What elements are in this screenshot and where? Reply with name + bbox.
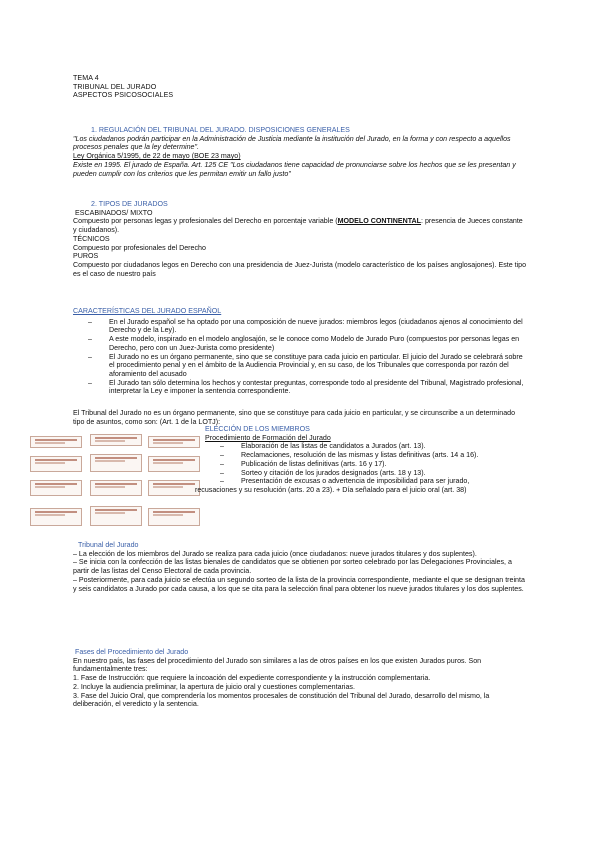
header-topic: TEMA 4	[73, 74, 99, 82]
tipo-tecnicos-desc: Compuesto por profesionales del Derecho	[73, 243, 206, 252]
section-tipos	[73, 200, 527, 278]
tribunal-line-3: – Posteriormente, para cada juicio se efectúa un segundo sorteo de la lista de la provincia correspondiente, mediante el que se designan treinta y seis candidatos a Jurado por cada causa, a los que se cita para la selección final para obtener los nueve jurados titulares y los dos suplentes.	[73, 575, 525, 593]
header-subtitle: ASPECTOS PSICOSOCIALES	[73, 91, 174, 100]
document-header	[73, 74, 527, 100]
tribunal-line-1: – La elección de los miembros del Jurado se realiza para cada juicio (once ciudadanos: nueve jurados titulares y dos suplentes).	[73, 549, 477, 558]
section-tipos-title: 2. TIPOS DE JURADOS	[91, 200, 168, 208]
list-item-text: El Jurado tan sólo determina los hechos y contestar preguntas, corresponde todo al presidente del Tribunal, Magistrado profesional, interpretar la Ley e imponer la sentencia correspondiente.	[109, 378, 524, 396]
eleccion-list	[205, 442, 527, 486]
list-item: – En el Jurado español se ha optado por una composición de nueve jurados: miembros legos (ciudadanos ajenos al conocimiento del Derecho y de la Ley).	[88, 317, 523, 335]
list-item: – Presentación de excusas o advertencia de imposibilidad para ser jurado,	[220, 477, 470, 486]
fases-intro: En nuestro país, las fases del procedimiento del Jurado son similares a las de otros países en los que existen Jurados puros. Son fundamentalmente tres:	[73, 656, 482, 674]
eleccion-subtitle: Procedimiento de Formación del Jurado	[205, 433, 331, 442]
eleccion-title: ELECCIÓN DE LOS MIEMBROS	[205, 425, 310, 433]
diagram-box	[30, 480, 82, 496]
list-item: – Sorteo y citación de los jurados designados (arts. 18 y 13).	[220, 468, 426, 477]
list-item-text: Sorteo y citación de los jurados designados (arts. 18 y 13).	[241, 468, 426, 477]
fases-title: Fases del Procedimiento del Jurado	[75, 648, 189, 656]
diagram-box	[30, 436, 82, 448]
list-item-text: Publicación de listas definitivas (arts. 16 y 17).	[241, 459, 387, 468]
list-item-text: Reclamaciones, resolución de las mismas y listas definitivas (arts. 14 a 16).	[241, 451, 479, 460]
section-regulacion	[73, 126, 527, 178]
diagram-box	[90, 434, 142, 446]
modelo-continental-label: MODELO CONTINENTAL	[337, 217, 422, 226]
fase-1: 1. Fase de Instrucción: que requiere la incoación del expediente correspondiente y la instrucción complementaria.	[73, 674, 431, 683]
diagram-box	[148, 508, 200, 526]
tipo-escabinados-desc-a: Compuesto por personas legas y profesionales del Derecho en porcentaje variable (	[73, 217, 338, 226]
section-caracteristicas	[73, 307, 527, 426]
diagram-box	[148, 480, 200, 496]
regulacion-paragraph: Existe en 1995. El jurado de España. Art. 125 CE "Los ciudadanos tiene capacidad de pronunciarse sobre los hechos que se les presentan y pueden cumplir con los criterios que les permitan emitir un fallo justo"	[73, 160, 516, 178]
section-tribunal	[73, 541, 527, 593]
diagram-box	[30, 456, 82, 472]
list-item-text: En el Jurado español se ha optado por una composición de nueve jurados: miembros legos (ciudadanos ajenos al conocimiento del Derecho y de la Ley).	[109, 317, 523, 335]
list-item: – El Jurado no es un órgano permanente, sino que se constituye para cada juicio en particular. El juicio del Jurado se celebrará sobre el procedimiento penal y en el ámbito de la Audiencia Provincial y, en su caso, de los Tribunales que corresponda por razón del aforamiento del acusado	[88, 352, 523, 378]
constitution-quote: "Los ciudadanos podrán participar en la Administración de Justicia mediante la institución del Jurado, en la forma y con respecto a aquellos procesos penales que la ley determine".	[73, 134, 511, 152]
caracteristicas-paragraph: El Tribunal del Jurado no es un órgano permanente, sino que se constituye para cada juicio en particular, y se circunscribe a un determinado tipo de asuntos, como son: (Art. 1 de la LOTJ):	[73, 409, 516, 426]
tipo-escabinados-desc-b: : presencia de Jueces constante y ciudadanos).	[73, 217, 523, 235]
caracteristicas-list	[73, 318, 527, 396]
list-item-text: Presentación de excusas o advertencia de imposibilidad para ser jurado,	[241, 477, 470, 486]
list-item: – Elaboración de las listas de candidatos a Jurados (art. 13).	[220, 442, 426, 451]
tipo-tecnicos-title: TÉCNICOS	[73, 234, 110, 243]
diagram-box	[90, 454, 142, 472]
tribunal-line-2: – Se inicia con la confección de las listas bienales de candidatos que se obtienen por sorteo celebrado por las Delegaciones Provinciales, a partir de las listas del Censo Electoral de cada provincia.	[73, 558, 512, 576]
diagram-box	[30, 508, 82, 526]
tipo-escabinados-desc	[73, 217, 527, 234]
diagram-box	[148, 436, 200, 448]
section-fases	[73, 648, 527, 709]
tribunal-title: Tribunal del Jurado	[78, 541, 139, 549]
caracteristicas-title: CARACTERÍSTICAS DEL JURADO ESPAÑOL	[73, 307, 222, 315]
fase-2: 2. Incluye la audiencia preliminar, la apertura de juicio oral y cuestiones complementarias.	[73, 682, 355, 691]
eleccion-continuation: recusaciones y su resolución (arts. 20 a 23). + Día señalado para el juicio oral (art. 38)	[195, 485, 467, 494]
procedure-diagram-thumbnail	[30, 434, 202, 542]
law-reference: Ley Orgánica 5/1995, de 22 de mayo (BOE 23 mayo)	[73, 152, 241, 161]
diagram-box	[90, 506, 142, 526]
list-item: – A este modelo, inspirado en el modelo anglosajón, se le conoce como Modelo de Jurado Puro (compuestos por personas legas en Derecho, pero con un Juez-Jurista como presidente)	[88, 335, 520, 352]
diagram-box	[90, 480, 142, 496]
fase-3: 3. Fase del Juicio Oral, que comprendería los momentos procesales de constitución del Tribunal del Jurado, desarrollo del mismo, la deliberación, el veredicto y la sentencia.	[73, 691, 490, 709]
section-eleccion	[195, 425, 527, 495]
header-title: TRIBUNAL DEL JURADO	[73, 82, 157, 91]
diagram-box	[148, 456, 200, 472]
list-item: – Reclamaciones, resolución de las mismas y listas definitivas (arts. 14 a 16).	[220, 451, 479, 460]
list-item: – Publicación de listas definitivas (arts. 16 y 17).	[220, 459, 387, 468]
list-item-text: Elaboración de las listas de candidatos a Jurados (art. 13).	[241, 442, 426, 451]
tipo-puros-title: PUROS	[73, 252, 99, 261]
list-item: – El Jurado tan sólo determina los hechos y contestar preguntas, corresponde todo al presidente del Tribunal, Magistrado profesional, interpretar la Ley e imponer la sentencia correspondiente.	[88, 378, 524, 396]
list-item-text: El Jurado no es un órgano permanente, sino que se constituye para cada juicio en particular. El juicio del Jurado se celebrará sobre el procedimiento penal y en el ámbito de la Audiencia Provincial y, en su caso, de los Tribunales que corresponda por razón del aforamiento del acusado	[109, 352, 523, 378]
tipo-escabinados-title: ESCABINADOS/ MIXTO	[75, 208, 153, 217]
section-regulacion-title: 1. REGULACIÓN DEL TRIBUNAL DEL JURADO. DISPOSICIONES GENERALES	[91, 126, 350, 134]
list-item-text: A este modelo, inspirado en el modelo anglosajón, se le conoce como Modelo de Jurado Puro (compuestos por personas legas en Derecho, pero con un Juez-Jurista como presidente)	[109, 335, 520, 352]
tipo-puros-desc: Compuesto por ciudadanos legos en Derecho con una presidencia de Juez-Jurista (modelo característico de los países anglosajones). Este tipo es el caso de nuestro país	[73, 260, 527, 278]
